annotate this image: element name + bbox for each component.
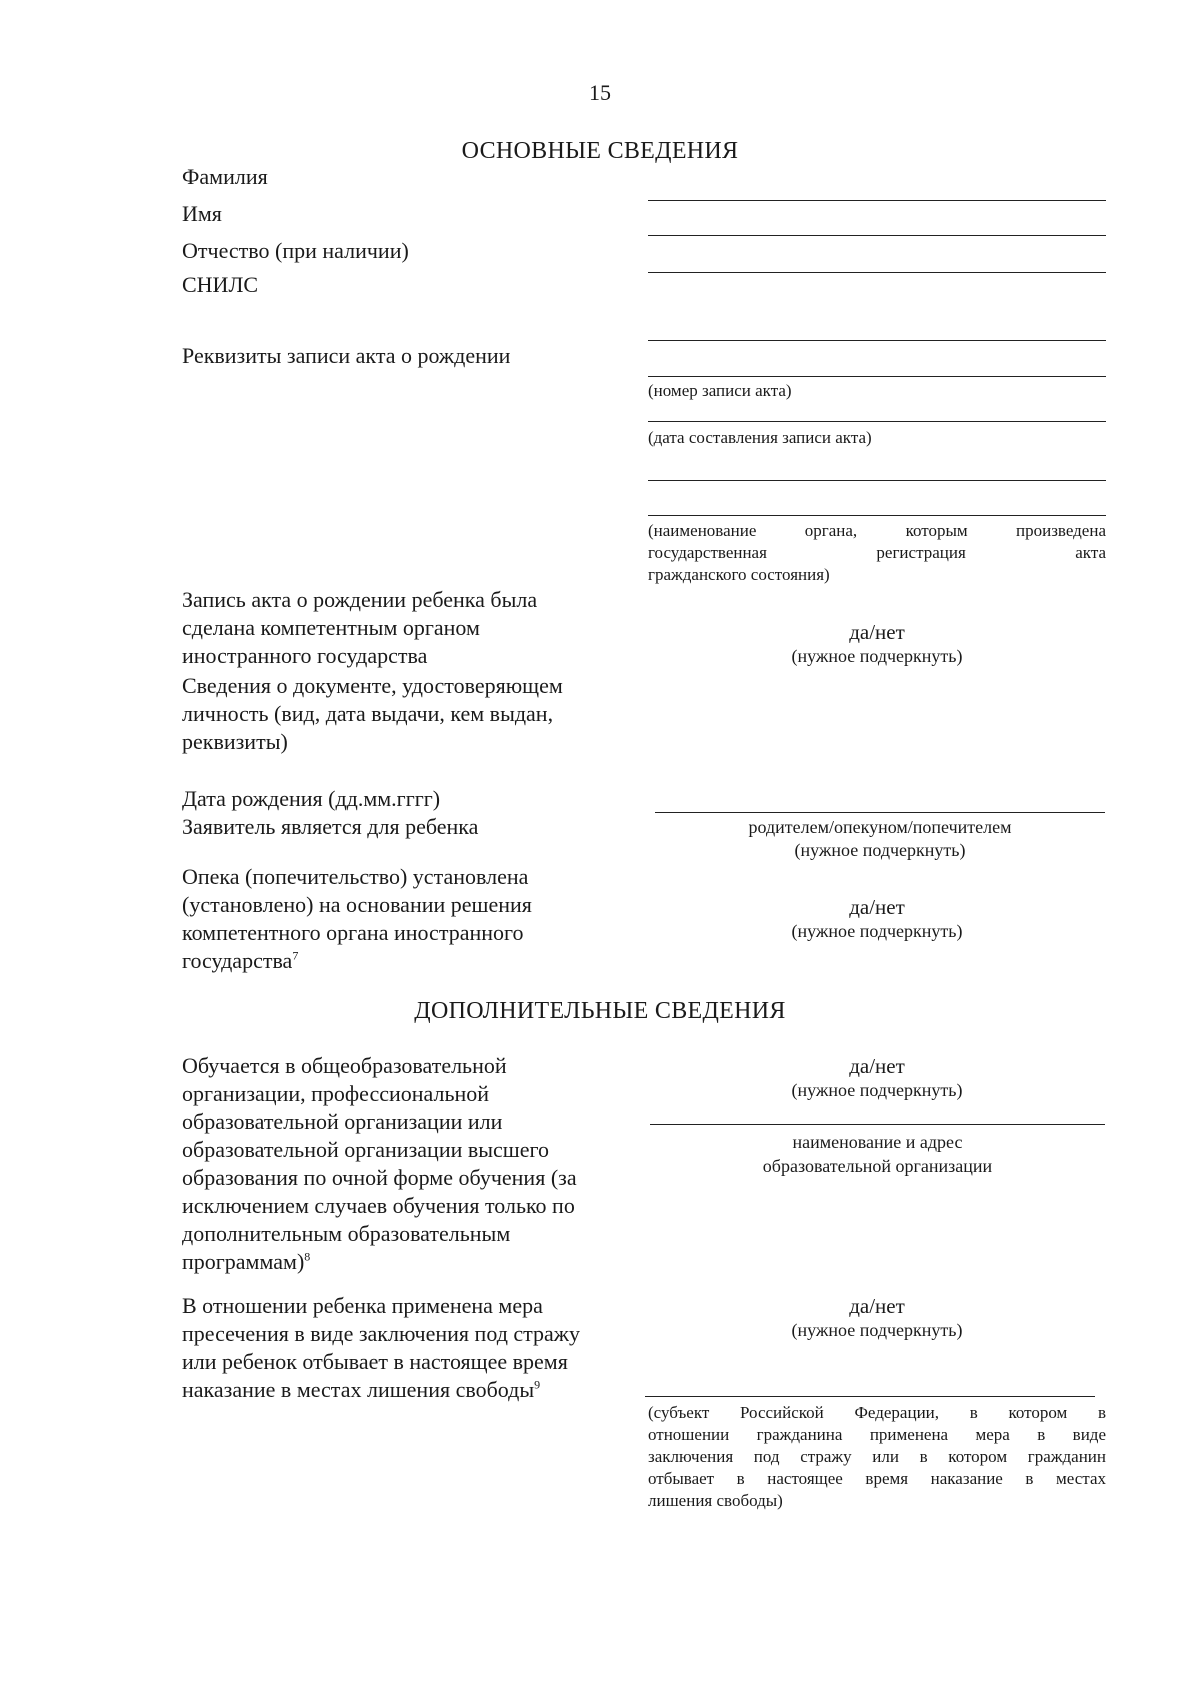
birth-record-label: Реквизиты записи акта о рождении [182,343,511,368]
section-heading-additional: ДОПОЛНИТЕЛЬНЫЕ СВЕДЕНИЯ [414,998,786,1024]
section-heading-basic: ОСНОВНЫЕ СВЕДЕНИЯ [461,138,739,164]
footnote-9: 9 [534,1377,541,1392]
applicant-label: Заявитель является для ребенка [182,814,479,839]
applicant-choice[interactable]: родителем/опекуном/попечителем [748,817,1012,837]
snils-field[interactable] [648,340,1106,341]
name-field[interactable] [648,235,1106,236]
school-field[interactable] [650,1124,1105,1125]
record-number-field[interactable] [648,376,1106,377]
subject-field[interactable] [645,1396,1095,1397]
name-label: Имя [182,201,222,226]
study-label: Обучается в общеобразовательной организации, профессиональной образовательной организации или образовательной организации высшего образования по очной форме обучения (за исключением случаев обучения только по дополнительным образовательным программам)$^8$ [182,1053,577,1274]
surname-label: Фамилия [182,164,268,189]
detention-choice[interactable]: да/нет [849,1294,905,1318]
record-number-caption: (номер записи акта) [648,381,792,400]
foreign-record-hint: (нужное подчеркнуть) [791,646,963,666]
identity-doc-label: Сведения о документе, удостоверяющем личность (вид, дата выдачи, кем выдан, реквизиты) [182,673,563,754]
registry-caption: (наименование органа, которым произведена государственная регистрация акта гражданского состояния) [648,521,1106,584]
registry-field-2[interactable] [648,515,1106,516]
record-date-caption: (дата составления записи акта) [648,428,872,447]
school-caption: наименование и адрес образовательной организации [762,1132,993,1176]
detention-label: В отношении ребенка применена мера пресечения в виде заключения под стражу или ребенок отбывает в настоящее время наказание в местах лишения свободы$^9$ [182,1293,580,1402]
record-date-field[interactable] [648,421,1106,422]
detention-hint: (нужное подчеркнуть) [791,1320,963,1340]
study-choice[interactable]: да/нет [849,1054,905,1078]
foreign-record-choice[interactable]: да/нет [849,620,905,644]
study-hint: (нужное подчеркнуть) [791,1080,963,1100]
patronymic-label: Отчество (при наличии) [182,238,409,263]
subject-caption: (субъект Российской Федерации, в котором в отношении гражданина применена мера в виде заключения под стражу или в котором гражданин отбывает в настоящее время наказание в местах лишения свободы) [648,1403,1106,1510]
guardianship-hint: (нужное подчеркнуть) [791,921,963,941]
applicant-hint: (нужное подчеркнуть) [794,840,966,860]
foreign-record-label: Запись акта о рождении ребенка была сделана компетентным органом иностранного государства [182,587,538,668]
birth-date-field[interactable] [655,812,1105,813]
surname-field[interactable] [648,200,1106,201]
guardianship-label: Опека (попечительство) установлена (установлено) на основании решения компетентного органа иностранного государства$^7$ [182,864,532,973]
footnote-7: 7 [292,948,299,963]
footnote-8: 8 [304,1249,311,1264]
registry-field-1[interactable] [648,480,1106,481]
page-number: 15 [589,80,611,105]
patronymic-field[interactable] [648,272,1106,273]
snils-label: СНИЛС [182,272,259,297]
guardianship-choice[interactable]: да/нет [849,895,905,919]
birth-date-label: Дата рождения (дд.мм.гггг) [182,786,441,811]
